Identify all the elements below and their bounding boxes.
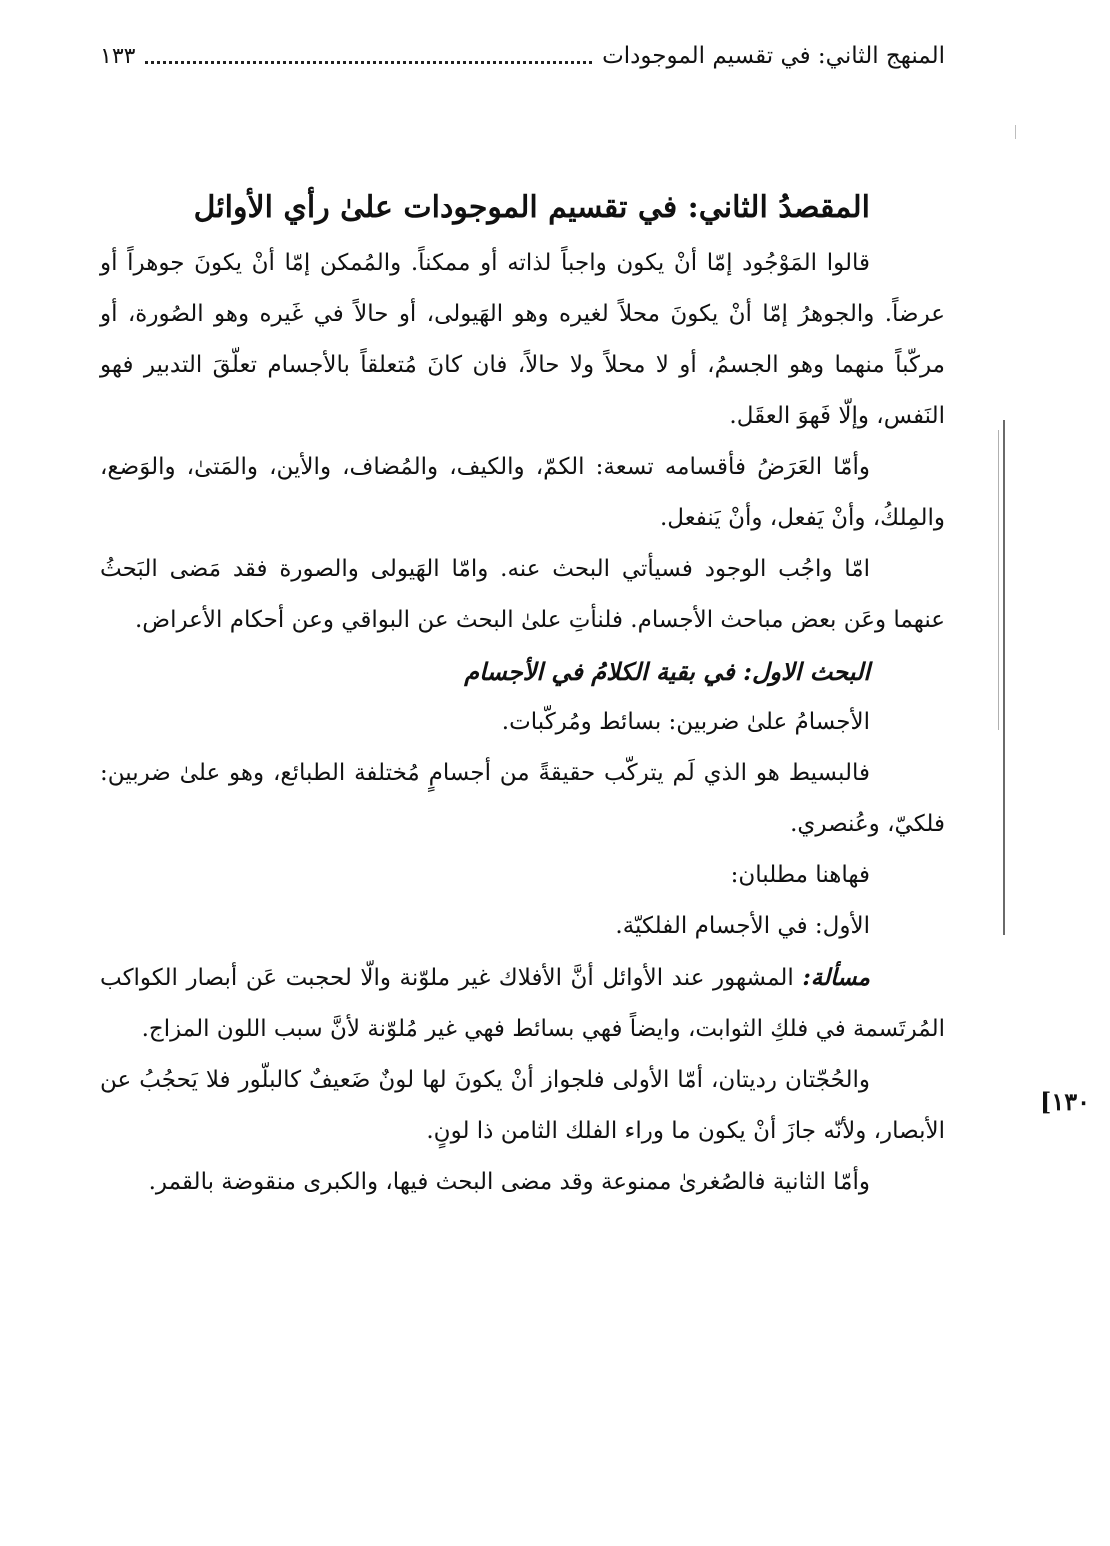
paragraph-bodies-kinds: الأجسامُ علىٰ ضربين: بسائط ومُركّبات. bbox=[501, 709, 870, 735]
paragraph-necessary-being: امّا واجُب الوجود فسيأتي البحث عنه. وامّا الهَيولى والصورة فقد مَضى البَحثُ عنهما وعَن بعض مباحث الأجسام. فلنأتِ علىٰ البحث عن البواقي وعن أحكام الأعراض. bbox=[100, 556, 945, 633]
section-title: المقصدُ الثاني: في تقسيم الموجودات علىٰ رأي الأوائل bbox=[193, 190, 870, 225]
question-lead-word: مسألة: bbox=[802, 964, 870, 991]
main-text-block bbox=[100, 178, 945, 1208]
paragraph-question bbox=[100, 952, 945, 1055]
margin-vertical-rule bbox=[1003, 420, 1005, 935]
margin-faint-rule bbox=[998, 430, 999, 730]
paragraph-two-inquiries: فهاهنا مطلبان: bbox=[730, 862, 870, 888]
margin-tick-mark bbox=[1015, 125, 1016, 139]
paragraph-two-arguments: والحُجّتان رديتان، أمّا الأولى فلجواز أنْ يكونَ لها لونٌ ضَعيفٌ كالبلّور فلا يَحجُبُ عن الأبصار، ولأنّه جازَ أنْ يكون ما وراء الفلك الثامن ذا لونٍ. bbox=[100, 1067, 945, 1144]
sub-heading: البحث الاول: في بقية الكلامُ في الأجسام bbox=[464, 657, 870, 686]
question-text: المشهور عند الأوائل أنَّ الأفلاك غير ملوّنة والّا لحجبت عَن أبصار الكواكب المُرتَسمة في فلكِ الثوابت، وايضاً فهي بسائط فهي غير مُلوّنة لأنَّ سبب اللون المزاج. bbox=[100, 965, 945, 1042]
paragraph-first-inquiry: الأول: في الأجسام الفلكيّة. bbox=[615, 913, 870, 939]
page-number: ١٣٣ bbox=[100, 43, 136, 69]
paragraph-accidents: وأمّا العَرَضُ فأقسامه تسعة: الكمّ، والكيف، والمُضاف، والأين، والمَتىٰ، والوَضع، والمِلكُ، وأنْ يَفعل، وأنْ يَنفعل. bbox=[100, 454, 945, 531]
running-head bbox=[100, 38, 945, 74]
margin-page-reference: ١٣٠] bbox=[1039, 1087, 1090, 1116]
paragraph-classification: قالوا المَوْجُود إمّا أنْ يكون واجباً لذاته أو ممكناً. والمُمكن إمّا أنْ يكونَ جوهراً أو عرضاً. والجوهرُ إمّا أنْ يكونَ محلاً لغيره وهو الهَيولى، أو حالاً في غَيره وهو الصُورة، أو مركّباً منهما وهو الجسمُ، أو لا محلاً ولا حالاً، فان كانَ مُتعلقاً بالأجسام تعلّقَ التدبير فهو النَفس، وإلّا فَهوَ العقَل. bbox=[100, 250, 945, 429]
paragraph-second-argument: وأمّا الثانية فالصُغرىٰ ممنوعة وقد مضى البحث فيها، والكبرى منقوضة بالقمر. bbox=[148, 1169, 870, 1195]
running-head-title: المنهج الثاني: في تقسيم الموجودات bbox=[602, 43, 945, 69]
paragraph-simple-bodies: فالبسيط هو الذي لَم يتركّب حقيقةً من أجسامٍ مُختلفة الطبائع، وهو علىٰ ضربين: فلكيّ، وعُنصري. bbox=[100, 760, 945, 837]
running-head-leader-dots bbox=[145, 61, 592, 64]
